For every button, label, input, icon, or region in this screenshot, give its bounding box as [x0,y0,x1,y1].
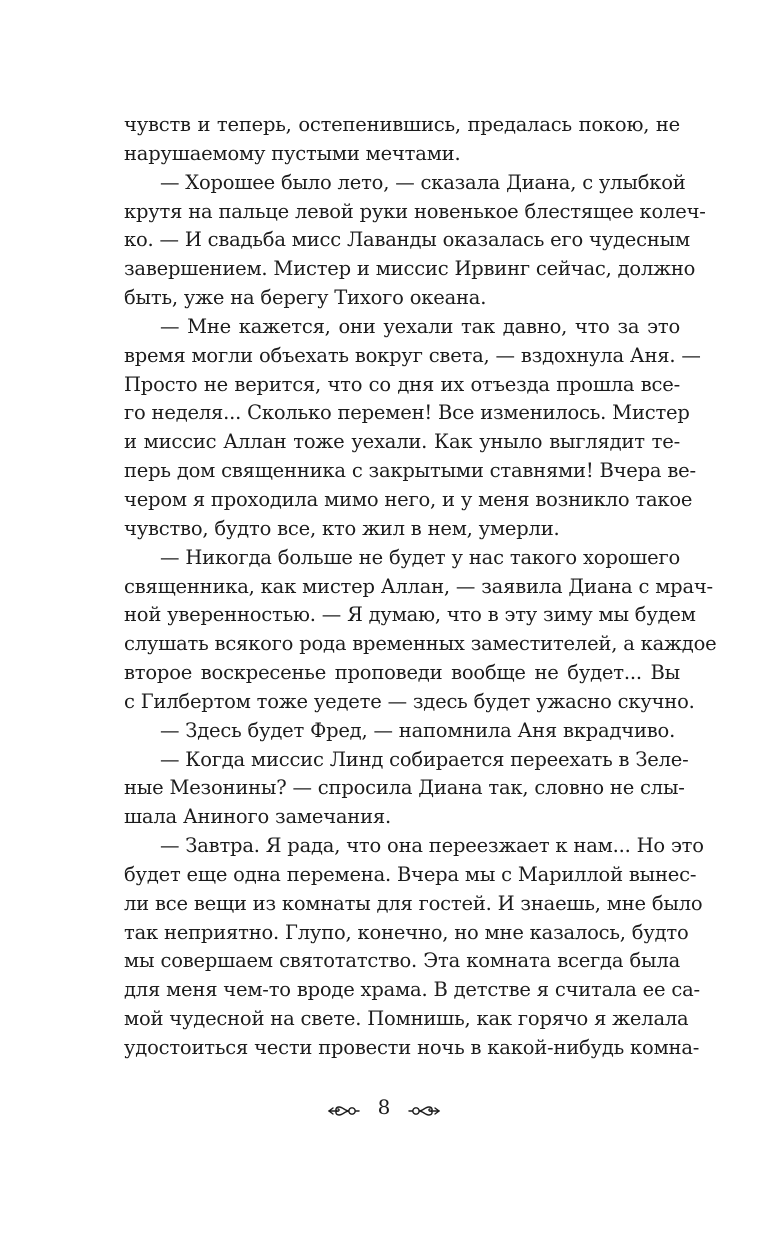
page-number: 8 [377,1094,391,1119]
flourish-right-icon [407,1098,441,1116]
text-line: ные Мезонины? — спросила Диана так, словно не слы- [124,776,685,800]
page-footer [0,1090,768,1120]
text-line: чером я проходила мимо него, и у меня возникло такое [124,487,693,511]
text-line: священника, как мистер Аллан, — заявила Диана с мрач- [124,574,713,598]
text-line: нарушаемому пустыми мечтами. [124,141,461,165]
flourish-left-icon [327,1098,361,1116]
text-line: ко. — И свадьба мисс Лаванды оказалась его чудесным [124,228,690,252]
text-line: время могли объехать вокруг света, — вздохнула Аня. — [124,343,701,367]
text-line: шала Аниного замечания. [124,805,392,829]
page-body [124,111,717,1063]
text-line: ли все вещи из комнаты для гостей. И знаешь, мне было [124,891,703,915]
text-line: будет еще одна перемена. Вчера мы с Мариллой вынес- [124,862,697,886]
text-line: чувств и теперь, остепенившись, предалась покою, не [124,113,680,136]
text-line: с Гилбертом тоже уедете — здесь будет ужасно скучно. [124,689,695,713]
text-line: — Когда миссис Линд собирается переехать в Зеле- [160,747,689,771]
text-line: второе воскресенье проповеди вообще не будет... Вы [124,661,680,685]
text-line: перь дом священника с закрытыми ставнями! Вчера ве- [124,459,696,483]
text-line: крутя на пальце левой руки новенькое блестящее колеч- [124,199,706,223]
text-line: мой чудесной на свете. Помнишь, как горячо я желала [124,1007,689,1031]
text-line: удостоиться чести провести ночь в какой-нибудь комна- [124,1036,700,1059]
text-line: ной уверенностью. — Я думаю, что в эту зиму мы будем [124,603,696,627]
text-line: Просто не верится, что со дня их отъезда прошла все- [124,372,680,396]
text-line: слушать всякого рода временных заместителей, а каждое [124,632,717,656]
text-line: так неприятно. Глупо, конечно, но мне казалось, будто [124,920,689,944]
text-line: чувство, будто все, кто жил в нем, умерли. [124,516,560,540]
text-line: для меня чем-то вроде храма. В детстве я считала ее са- [124,978,700,1002]
text-line: — Хорошее было лето, — сказала Диана, с улыбкой [160,170,686,194]
text-line: — Здесь будет Фред, — напомнила Аня вкрадчиво. [160,718,676,742]
text-line: мы совершаем святотатство. Эта комната всегда была [124,949,680,973]
text-line: — Завтра. Я рада, что она переезжает к нам... Но это [160,834,704,858]
text-line: — Мне кажется, они уехали так давно, что за это [160,314,680,338]
text-line: и миссис Аллан тоже уехали. Как уныло выглядит те- [124,430,680,454]
text-line: быть, уже на берегу Тихого океана. [124,286,487,310]
text-line: го неделя... Сколько перемен! Все изменилось. Мистер [124,401,690,425]
text-line: завершением. Мистер и миссис Ирвинг сейчас, должно [124,257,696,281]
text-line: — Никогда больше не будет у нас такого хорошего [160,545,680,569]
